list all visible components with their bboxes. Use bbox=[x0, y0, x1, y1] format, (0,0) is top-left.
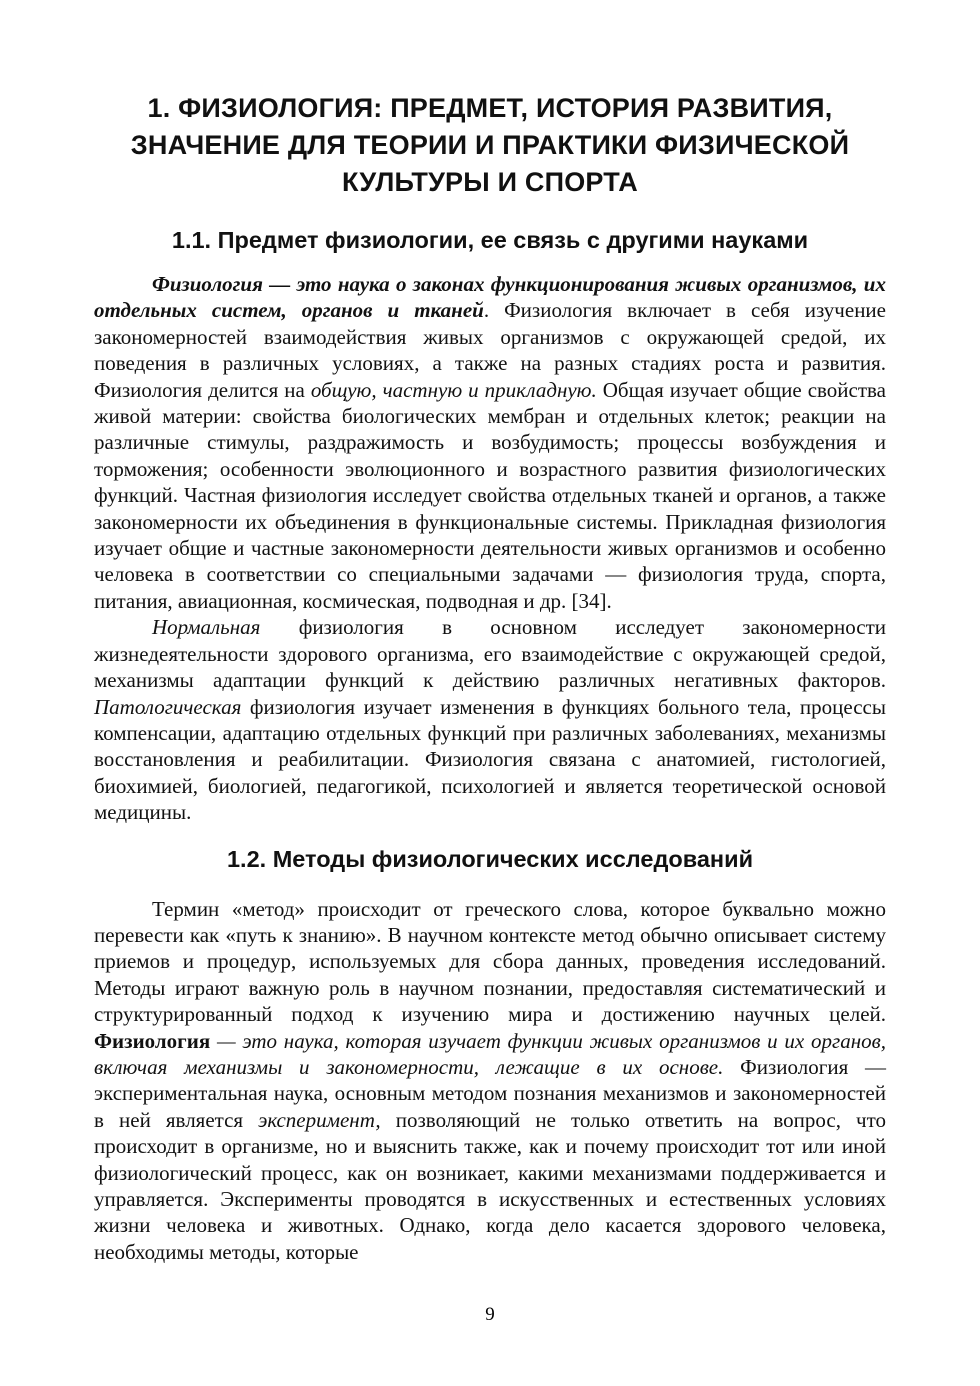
term-physiology: Физиология bbox=[94, 1028, 211, 1053]
section-2-paragraph-1 bbox=[94, 896, 886, 1266]
section-2-title: 1.2. Методы физиологических исследований bbox=[226, 845, 754, 872]
chapter-title-line-2: ЗНАЧЕНИЕ ДЛЯ ТЕОРИИ И ПРАКТИКИ ФИЗИЧЕСКОЙ bbox=[130, 130, 850, 160]
page-content bbox=[94, 90, 886, 1265]
physiology-definition-2: — это наука, которая изучает функции живых организмов и их органов, включая механизмы и закономерности, лежащие в их основе. bbox=[94, 1028, 886, 1079]
physiology-definition: Физиология — это наука о законах функционирования живых организмов, их отдельных систем, органов и тканей bbox=[94, 272, 886, 323]
paragraph-text: Термин «метод» происходит от греческого слова, которое буквально можно перевести как «путь к знанию». В научном контексте метод обычно описывает систему приемов и процедур, используемых для сбора данных, проведения исследований. Методы играют важную роль в научном познании, предоставляя систематический и структурированный подход к изучению мира и достижению научных целей. bbox=[94, 896, 886, 1027]
paragraph-text: Физиология — экспериментальная наука, основным методом познания механизмов и закономерностей в ней является bbox=[94, 1054, 887, 1132]
section-1-title: 1.1. Предмет физиологии, ее связь с другими науками bbox=[171, 227, 809, 253]
paragraph-text: Общая изучает общие свойства живой материи: свойства биологических мембран и отдельных клеток; реакции на различные стимулы, раздражимость и возбудимость; процессы возбуждения и торможения; особенности эволюционного и возрастного развития физиологических функций. Частная физиология исследует свойства отдельных тканей и органов, а также закономерности их объединения в функциональные системы. Прикладная физиология изучает общие и частные закономерности деятельности живых организмов и особенно человека в соответствии со специальными задачами — физиология труда, спорта, питания, авиационная, космическая, подводная и др. [34]. bbox=[94, 377, 886, 613]
term-normal: Нормальная bbox=[152, 615, 261, 640]
chapter-title-line-1: 1. ФИЗИОЛОГИЯ: ПРЕДМЕТ, ИСТОРИЯ РАЗВИТИЯ, bbox=[147, 93, 833, 123]
chapter-title-line-3: КУЛЬТУРЫ И СПОРТА bbox=[342, 167, 638, 197]
paragraph-text: физиология в основном исследует закономерности жизнедеятельности здорового организма, его взаимодействие с окружающей средой, механизмы адаптации функций к действию различных негативных факторов. bbox=[94, 615, 886, 693]
chapter-title bbox=[94, 90, 886, 201]
page-number: 9 bbox=[485, 1304, 495, 1325]
paragraph-text: . Физиология включает в себя изучение закономерностей взаимодействия живых организмов с окружающей средой, их поведения в различных условиях, а также на разных стадиях роста и развития. Физиология делится на bbox=[94, 298, 886, 402]
paragraph-text: физиология изучает изменения в функциях больного тела, процессы компенсации, адаптацию отдельных функций при различных заболеваниях, механизмы восстановления и реабилитации. Физиология связана с анатомией, гистологией, биохимией, биологией, педагогикой, психологией и является теоретической основой медицины. bbox=[94, 694, 886, 825]
term-experiment: эксперимент, bbox=[258, 1107, 381, 1132]
section-1-paragraph-2 bbox=[94, 614, 886, 825]
term-pathological: Патологическая bbox=[94, 694, 242, 719]
paragraph-text: позволяющий не только ответить на вопрос, что происходит в организме, но и выяснить также, как и почему происходит тот или иной физиологический процесс, как он возникает, какими механизмами поддерживается и управляется. Эксперименты проводятся в искусственных и естественных условиях жизни человека и животных. Однако, когда дело касается здорового человека, необходимы методы, которые bbox=[94, 1107, 886, 1264]
section-1-paragraph-1 bbox=[94, 271, 886, 614]
physiology-types: общую, частную и прикладную. bbox=[310, 377, 597, 402]
